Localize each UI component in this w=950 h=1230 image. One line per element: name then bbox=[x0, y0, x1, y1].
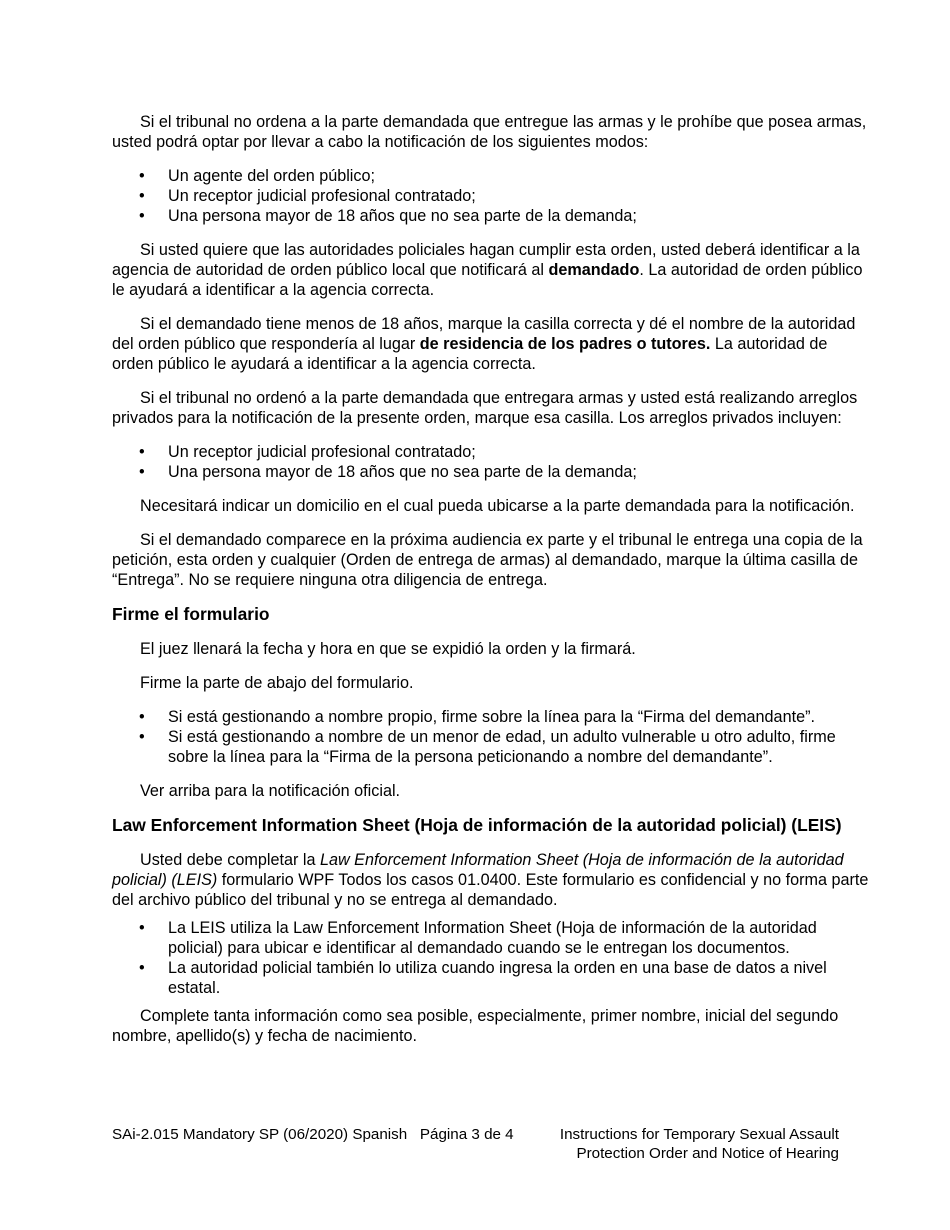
paragraph-law-enforcement bbox=[112, 240, 872, 300]
italic-text: Law Enforcement Information Sheet (Hoja de información de la autoridad policial) (LEIS) bbox=[112, 851, 844, 889]
paragraph-service-options: Si el tribunal no ordena a la parte demandada que entregue las armas y le prohíbe que posea armas, usted podrá optar por llevar a cabo la notificación de los siguientes modos: bbox=[112, 113, 867, 151]
footer-title-line: Instructions for Temporary Sexual Assault bbox=[559, 1126, 839, 1143]
paragraph-leis-form bbox=[112, 850, 872, 910]
text-run: . La autoridad de orden público le ayudará a identificar a la agencia correcta. bbox=[112, 261, 863, 299]
footer-form-info bbox=[112, 1125, 514, 1144]
section-heading-leis: Law Enforcement Information Sheet (Hoja de información de la autoridad policial) (LEIS) bbox=[112, 815, 842, 835]
list-item: • Un receptor judicial profesional contratado; bbox=[112, 186, 872, 206]
service-options-list bbox=[112, 166, 872, 226]
footer-form-number: SAi-2.015 Mandatory SP (06/2020) Spanish bbox=[112, 1126, 408, 1143]
list-item: • Una persona mayor de 18 años que no sea parte de la demanda; bbox=[112, 462, 872, 482]
paragraph-address: Necesitará indicar un domicilio en el cual pueda ubicarse a la parte demandada para la notificación. bbox=[140, 497, 855, 515]
text-run: La autoridad de orden público le ayudará a identificar a la agencia correcta. bbox=[112, 335, 828, 373]
list-item: • Un agente del orden público; bbox=[112, 166, 872, 186]
list-item: • La autoridad policial también lo utiliza cuando ingresa la orden en una base de datos a nivel estatal. bbox=[112, 958, 872, 998]
paragraph-minor-respondent bbox=[112, 314, 872, 374]
paragraph-complete-info: Complete tanta información como sea posible, especialmente, primer nombre, inicial del segundo nombre, apellido(s) y fecha de nacimiento. bbox=[112, 1007, 839, 1045]
paragraph-private-arrangements: Si el tribunal no ordenó a la parte demandada que entregara armas y usted está realizando arreglos privados para la notificación de la presente orden, marque esa casilla. Los arreglos privados incluyen: bbox=[112, 389, 858, 427]
text-run: formulario WPF Todos los casos 01.0400. Este formulario es confidencial y no forma parte del archivo público del tribunal y no se entrega al demandado. bbox=[112, 871, 869, 909]
list-item: • Si está gestionando a nombre propio, firme sobre la línea para la “Firma del demandante”. bbox=[112, 707, 872, 727]
document-page bbox=[112, 112, 872, 1046]
paragraph-ex-parte-hearing: Si el demandado comparece en la próxima audiencia ex parte y el tribunal le entrega una copia de la petición, esta orden y cualquier (Orden de entrega de armas) al demandado, marque la última casilla de “Entrega”. No se requiere ninguna otra diligencia de entrega. bbox=[112, 531, 863, 589]
footer-document-title bbox=[539, 1125, 839, 1163]
list-item: • Un receptor judicial profesional contratado; bbox=[112, 442, 872, 462]
text-run: Si el demandado tiene menos de 18 años, marque la casilla correcta y dé el nombre de la autoridad del orden público que respondería al lugar bbox=[112, 315, 856, 353]
footer-title-line: Protection Order and Notice of Hearing bbox=[576, 1145, 839, 1162]
list-item: • Si está gestionando a nombre de un menor de edad, un adulto vulnerable u otro adulto, firme sobre la línea para la “Firma de la persona peticionando a nombre del demandante”. bbox=[112, 727, 872, 767]
section-heading-sign-form: Firme el formulario bbox=[112, 604, 270, 624]
list-item: • La LEIS utiliza la Law Enforcement Information Sheet (Hoja de información de la autoridad policial) para ubicar e identificar al demandado cuando se le entregan los documentos. bbox=[112, 918, 872, 958]
bold-text: demandado bbox=[548, 261, 640, 279]
bold-text: de residencia de los padres o tutores. bbox=[419, 335, 711, 353]
text-run: Usted debe completar la bbox=[140, 851, 320, 869]
paragraph-sign-bottom: Firme la parte de abajo del formulario. bbox=[140, 674, 414, 692]
private-arrangements-list bbox=[112, 442, 872, 482]
leis-usage-list bbox=[112, 918, 872, 998]
list-item: • Una persona mayor de 18 años que no sea parte de la demanda; bbox=[112, 206, 872, 226]
paragraph-official-service: Ver arriba para la notificación oficial. bbox=[140, 782, 401, 800]
footer-page-number: Página 3 de 4 bbox=[419, 1126, 514, 1143]
paragraph-judge: El juez llenará la fecha y hora en que se expidió la orden y la firmará. bbox=[140, 640, 636, 658]
signature-list bbox=[112, 707, 872, 767]
text-run: Si usted quiere que las autoridades policiales hagan cumplir esta orden, usted deberá identificar a la agencia de autoridad de orden público local que notificará al bbox=[112, 241, 860, 279]
